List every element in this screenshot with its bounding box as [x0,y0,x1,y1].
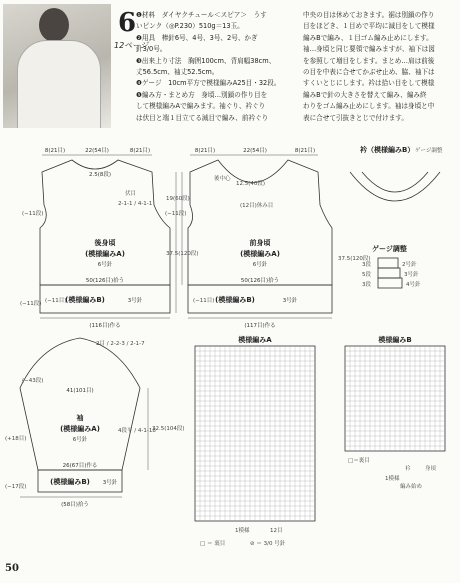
instructions-line: 袖…身頃と同じ要領で編みますが、袖下は図 [303,45,435,54]
instructions-line: 編みBで針の大きさを替えて編み、編み終 [303,90,427,99]
chart-a-legend2: ⊘ ＝ 3/0 号針 [250,541,286,547]
instructions-line: 目をほどき、１目めで平均に減目をして模様 [303,22,435,31]
front-shoulder-left: 8(21目) [194,148,216,154]
back-top-width: 22(54目) [85,148,109,154]
instructions-line: 中央の目は休めておきます。裾は別鎖の作り [303,11,435,19]
sleeve-length: 32.5(104段) [152,426,185,432]
sleeve-cuff-height: (−17段) [5,484,27,490]
front-title: 前身頃 [249,239,271,247]
materials-line: いピンク（◎P.230）510g＝13玉。 [136,22,244,31]
chart-b-title: 模様編みB [378,336,412,344]
front-bottom-width: (117目)作る [244,323,276,329]
back-bind-off: 伏目 [125,191,137,197]
chart-a-legend: □ ＝ 裏目 [200,541,226,547]
back-bottom-width: (116目)作る [89,323,121,329]
chart-a-repeat: 1模様 [235,528,250,534]
front-top-width: 22(54目) [243,148,267,154]
front-neck-depth: 12.5(40段) [236,181,266,187]
front-hem-needle: 3号針 [282,298,298,304]
gauge-step [378,278,402,288]
gauge-rows-2: 5段 [362,272,371,278]
gauge-needle-2: 2号針 [402,262,417,268]
gauge-step [378,268,400,278]
chart-b-repeat: 1模様 [385,476,400,482]
page-reference: 12ページ [114,41,149,50]
back-subtitle: (模様編みA) [85,250,125,258]
instructions-line: わりをゴム編み止めにします。袖は身頃と中 [303,102,435,111]
pattern-number: 6 [118,8,137,38]
chart-a-repeat-count: 12目 [270,528,283,534]
back-title: 後身頃 [94,239,116,247]
front-pickup: 後中心 [214,176,231,182]
sleeve-cap-note: 2目 / 2-2-3 / 2-1-7 [96,341,145,347]
chart-b-legend3: 身頃 [425,466,437,472]
front-needle: 6号針 [252,262,268,268]
back-hem-label: (模様編みB) [65,296,105,304]
back-armhole-height: 19(60段) [166,196,190,202]
front-subtitle: (模様編みA) [240,250,280,258]
materials-line: 針3/0号。 [136,45,167,54]
chart-b-legend2: 衿 [405,466,411,472]
sleeve-needle: 6号針 [72,437,88,443]
back-hem-count: (−11目) [45,298,67,304]
front-center-rest: (12目)休み目 [240,203,274,209]
chart-b-start: 編み始め [400,484,423,490]
instructions-line: の目を中表に合せてかぶせ止め、脇、袖下は [303,68,435,77]
back-hem-needle: 3号針 [127,298,143,304]
back-needle: 6号針 [97,262,113,268]
back-shoulder-left: 8(21目) [44,148,66,154]
collar-outline [350,172,440,201]
sleeve-side-inc: (+18目) [5,436,27,442]
back-hem-width: 50(126目)拾う [85,278,125,284]
back-dec-note: 2-1-1 / 4-1-1 [118,201,153,207]
front-shoulder-right: 8(21目) [294,148,316,154]
sleeve-subtitle: (模様編みA) [60,425,100,433]
instructions-line: を参照して増目をします。まとめ…肩は前後 [303,56,435,65]
front-armhole-height: 37.5(120段) [338,256,371,262]
front-hem-count: (−11目) [193,298,215,304]
chart-b-legend: □＝裏目 [348,458,370,464]
sleeve-cap-height: (−43段) [22,378,44,384]
materials-line: して模様編みAで編みます。袖ぐり、衿ぐり [136,102,266,111]
gauge-needle-4: 4号針 [406,282,421,288]
sleeve-cuff-width: 26(67目)作る [62,463,98,469]
chart-a-title: 模様編みA [238,336,272,344]
materials-line: ❷用具 棒針6号、4号、3号、2号、かぎ [136,33,258,42]
sleeve-inc-note: 4段平 / 4-1-18 [118,428,156,434]
collar-title: 衿（模様編みB） [360,146,415,154]
materials-line: ❶材料 ダイヤクチュール＜スピア＞ うす [136,11,267,19]
collar-inner [362,172,428,192]
sleeve-hem-needle: 3号針 [102,480,118,486]
materials-line: ❺編み方・まとめ方 身頃…別鎖の作り目を [136,90,268,99]
instructions-line: 編みBで編み、１目ゴム編み止めにします。 [303,33,433,42]
sleeve-top-width: 41(101目) [66,388,94,394]
gauge-rows-1: 3段 [362,262,371,268]
gauge-rows-3: 3段 [362,282,371,288]
back-neck-depth: 2.5(8段) [88,172,112,178]
sleeve-outline [20,338,140,470]
back-side-left: (−11段) [22,211,44,217]
back-shoulder-right: 8(21目) [129,148,151,154]
gauge-step [378,258,398,268]
materials-line: ❹ゲージ 10cm平方で模様編みA25目・32段。 [136,79,281,88]
front-hem-label: (模様編みB) [215,296,255,304]
instructions-line: すくいとじにします。衿は拾い目をして模様 [303,79,435,88]
sleeve-cuff-pickup: (58目)拾う [61,502,89,508]
gauge-title: ゲージ調整 [372,245,407,253]
back-body-height: 37.5(120段) [166,251,199,257]
front-hem-width: 50(126目)拾う [240,278,280,284]
materials-line: ❸出来上り寸法 胸囲100cm、背肩幅38cm、 [136,56,276,65]
instructions-line: 表に合せて引抜きとじで付けます。 [303,113,408,122]
materials-line: 丈56.5cm、袖丈52.5cm。 [136,68,219,77]
collar-gauge-note: ゲージ調整 [415,148,443,154]
sleeve-title: 袖 [76,414,84,422]
front-side-left: (−11段) [165,211,187,217]
sleeve-hem-label: (模様編みB) [50,478,90,486]
gauge-needle-3: 3号針 [404,272,419,278]
page-number: 50 [5,563,19,574]
materials-line: は伏目と端１目立てる減目で編み、前衿ぐり [136,113,269,122]
back-hem-height: (−11段) [20,301,42,307]
